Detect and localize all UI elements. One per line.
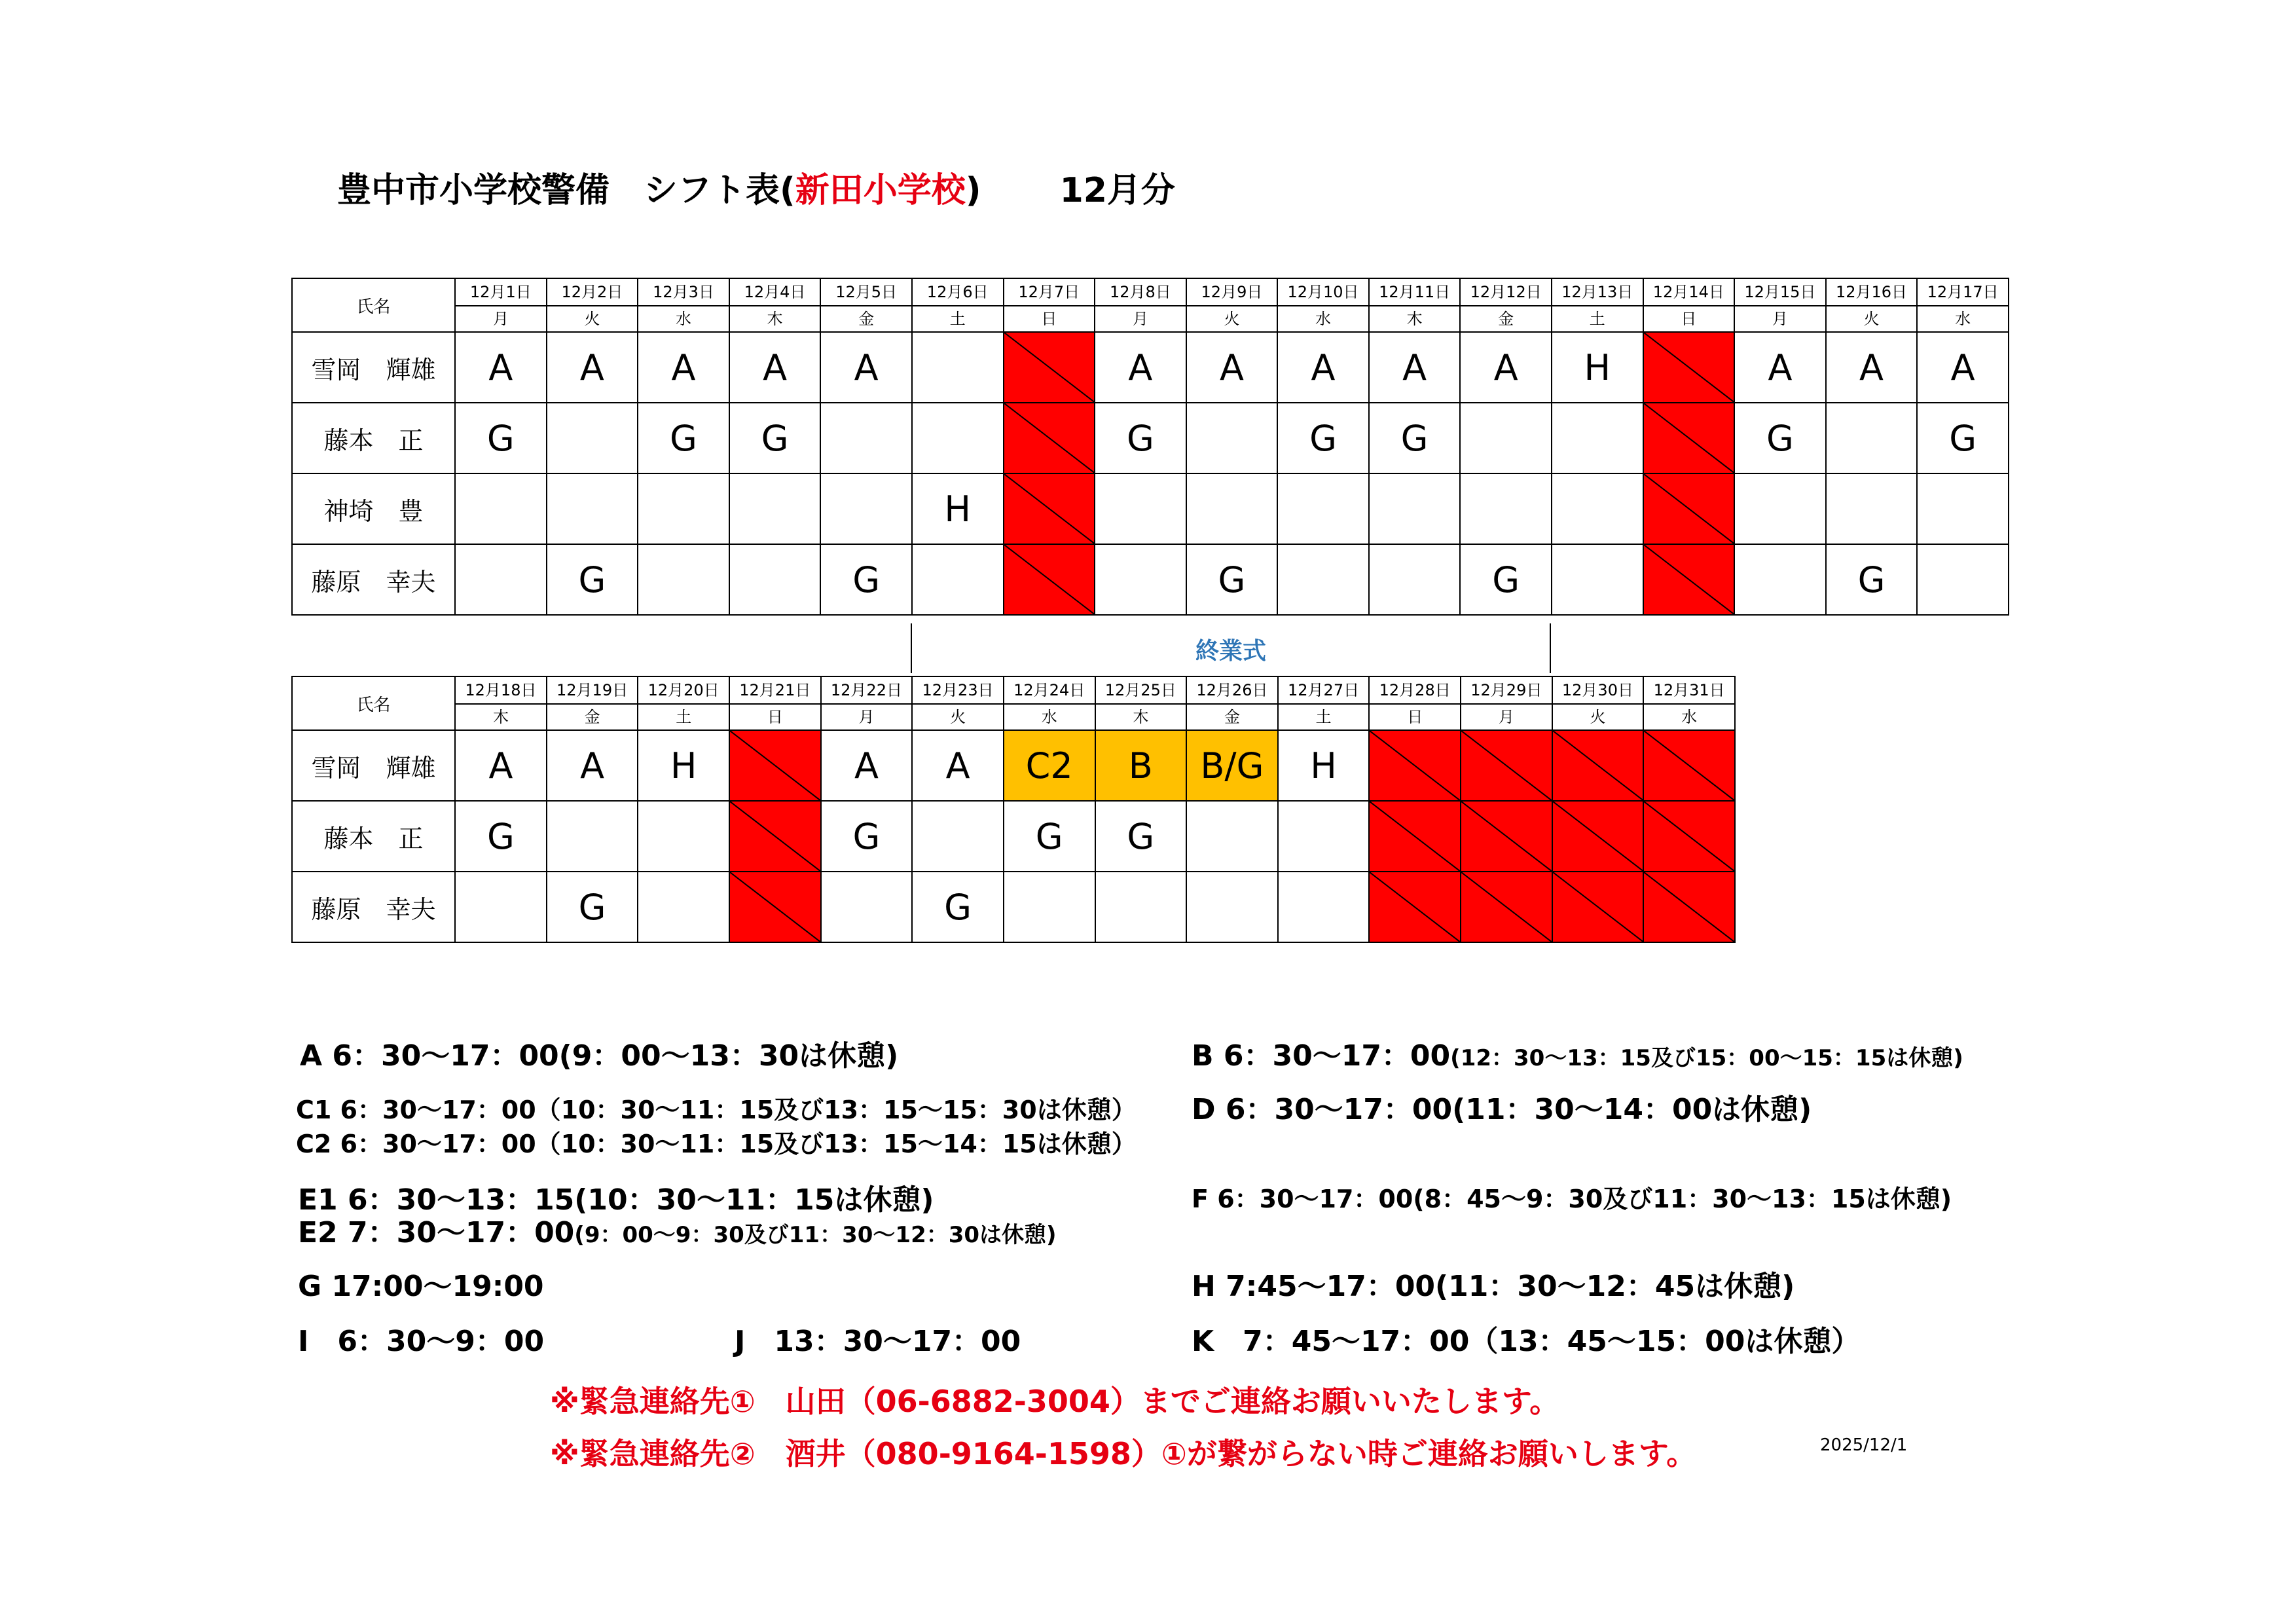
shift-cell: A — [821, 730, 913, 801]
weekday-header: 水 — [1917, 306, 2009, 332]
shift-cell: B/G — [1186, 730, 1278, 801]
shift-cell — [547, 801, 638, 872]
legend-f: F 6：30～17：00(8：45～9：30及び11：30～13：15は休憩) — [1192, 1185, 1952, 1213]
weekday-header: 木 — [1095, 704, 1187, 730]
shift-cell — [1095, 544, 1186, 615]
legend-a: A 6：30～17：00(9：00～13：30は休憩) — [300, 1039, 899, 1073]
off-day-cell — [729, 872, 821, 942]
date-header: 12月2日 — [547, 278, 638, 306]
shift-cell — [547, 473, 638, 544]
diagonal-strike — [1370, 872, 1460, 942]
off-day-cell — [1643, 403, 1735, 473]
date-header: 12月8日 — [1095, 278, 1186, 306]
off-day-cell — [1643, 544, 1735, 615]
shift-cell — [1734, 544, 1826, 615]
shift-cell — [455, 473, 547, 544]
shift-cell: G — [1095, 801, 1187, 872]
shift-cell — [821, 872, 913, 942]
weekday-header: 月 — [1095, 306, 1186, 332]
off-day-cell — [1643, 872, 1735, 942]
shift-cell: G — [455, 403, 547, 473]
legend-e2-sub: (9：00～9：30及び11：30～12：30は休憩) — [574, 1222, 1057, 1248]
weekday-header: 火 — [1186, 306, 1278, 332]
off-day-cell — [1369, 872, 1461, 942]
date-header: 12月27日 — [1278, 676, 1370, 704]
weekday-header: 木 — [729, 306, 821, 332]
ceremony-marker — [911, 623, 1551, 673]
shift-cell: A — [820, 332, 912, 403]
shift-cell: G — [1004, 801, 1095, 872]
shift-cell — [455, 872, 547, 942]
shift-cell: B — [1095, 730, 1187, 801]
shift-cell: A — [638, 332, 729, 403]
shift-cell: A — [1460, 332, 1552, 403]
shift-cell — [912, 544, 1004, 615]
shift-cell — [1460, 403, 1552, 473]
date-header: 12月22日 — [821, 676, 913, 704]
shift-cell — [1826, 473, 1918, 544]
date-header: 12月7日 — [1004, 278, 1095, 306]
date-header: 12月3日 — [638, 278, 729, 306]
shift-cell — [1277, 473, 1369, 544]
shift-cell — [1095, 872, 1187, 942]
shift-cell: A — [455, 332, 547, 403]
weekday-header: 月 — [455, 306, 547, 332]
date-header: 12月23日 — [912, 676, 1004, 704]
shift-cell — [1826, 403, 1918, 473]
diagonal-strike — [1644, 474, 1734, 544]
diagonal-strike — [1461, 802, 1552, 871]
staff-row — [292, 872, 1735, 942]
weekday-header: 日 — [1369, 704, 1461, 730]
shift-cell — [1278, 801, 1370, 872]
shift-cell: H — [1278, 730, 1370, 801]
weekday-header: 水 — [1277, 306, 1369, 332]
shift-cell: G — [638, 403, 729, 473]
date-header: 12月25日 — [1095, 676, 1187, 704]
name-header: 氏名 — [292, 676, 455, 730]
diagonal-strike — [1644, 403, 1734, 473]
shift-cell — [729, 473, 821, 544]
off-day-cell — [1552, 730, 1644, 801]
weekday-header: 日 — [729, 704, 821, 730]
shift-cell — [1552, 473, 1643, 544]
diagonal-strike — [1370, 802, 1460, 871]
legend-c1: C1 6：30～17：00（10：30～11：15及び13：15～15：30は休憩） — [296, 1096, 1137, 1124]
shift-cell — [638, 473, 729, 544]
shift-cell: G — [1826, 544, 1918, 615]
shift-cell: G — [1460, 544, 1552, 615]
weekday-header: 木 — [455, 704, 547, 730]
legend-c2: C2 6：30～17：00（10：30～11：15及び13：15～14：15は休憩） — [296, 1130, 1137, 1158]
shift-cell — [1917, 544, 2009, 615]
shift-cell: A — [729, 332, 821, 403]
name-header: 氏名 — [292, 278, 455, 332]
shift-cell: G — [912, 872, 1004, 942]
page-title — [337, 162, 1175, 212]
weekday-header: 金 — [820, 306, 912, 332]
diagonal-strike — [1644, 333, 1734, 402]
off-day-cell — [1004, 544, 1095, 615]
weekday-header: 水 — [638, 306, 729, 332]
weekday-header: 火 — [1552, 704, 1644, 730]
shift-cell — [1278, 872, 1370, 942]
date-header: 12月10日 — [1277, 278, 1369, 306]
date-header: 12月5日 — [820, 278, 912, 306]
staff-name: 藤原 幸夫 — [292, 872, 455, 942]
diagonal-strike — [1004, 474, 1095, 544]
date-header: 12月14日 — [1643, 278, 1735, 306]
diagonal-strike — [1644, 872, 1734, 942]
title-prefix: 豊中市小学校警備 シフト表( — [337, 171, 795, 210]
shift-cell: G — [455, 801, 547, 872]
legend-e1: E1 6：30～13：15(10：30～11：15は休憩) — [298, 1183, 934, 1217]
shift-cell: A — [1095, 332, 1186, 403]
weekday-header: 土 — [1552, 306, 1643, 332]
shift-cell — [912, 801, 1004, 872]
shift-cell: G — [547, 872, 638, 942]
date-header: 12月19日 — [547, 676, 638, 704]
shift-cell — [547, 403, 638, 473]
shift-cell — [1734, 473, 1826, 544]
weekday-header: 金 — [547, 704, 638, 730]
shift-cell — [638, 801, 729, 872]
legend-h: H 7:45～17：00(11：30～12：45は休憩) — [1192, 1270, 1795, 1303]
weekday-header: 月 — [1734, 306, 1826, 332]
shift-cell — [638, 872, 729, 942]
staff-name: 雪岡 輝雄 — [292, 332, 455, 403]
legend-b-sub: (12：30～13：15及び15：00～15：15は休憩) — [1450, 1045, 1963, 1071]
off-day-cell — [1643, 332, 1735, 403]
weekday-header: 木 — [1369, 306, 1461, 332]
shift-cell — [1186, 473, 1278, 544]
shift-cell: A — [1917, 332, 2009, 403]
weekday-header: 日 — [1643, 306, 1735, 332]
off-day-cell — [1004, 473, 1095, 544]
date-header: 12月18日 — [455, 676, 547, 704]
date-header: 12月16日 — [1826, 278, 1918, 306]
shift-cell — [1186, 872, 1278, 942]
shift-cell — [1552, 403, 1643, 473]
off-day-cell — [1004, 332, 1095, 403]
staff-name: 藤原 幸夫 — [292, 544, 455, 615]
weekday-header: 日 — [1004, 306, 1095, 332]
staff-row — [292, 403, 2009, 473]
staff-row — [292, 473, 2009, 544]
shift-cell — [638, 544, 729, 615]
date-header: 12月21日 — [729, 676, 821, 704]
date-header: 12月26日 — [1186, 676, 1278, 704]
date-header: 12月12日 — [1460, 278, 1552, 306]
off-day-cell — [1643, 801, 1735, 872]
diagonal-strike — [1461, 872, 1552, 942]
shift-cell: G — [1369, 403, 1461, 473]
weekday-header: 金 — [1460, 306, 1552, 332]
shift-cell — [912, 403, 1004, 473]
shift-cell: G — [1186, 544, 1278, 615]
legend-j: J 13：30～17：00 — [735, 1325, 1021, 1358]
diagonal-strike — [730, 731, 820, 800]
staff-name: 神埼 豊 — [292, 473, 455, 544]
staff-name: 藤本 正 — [292, 801, 455, 872]
legend-g: G 17:00～19:00 — [298, 1270, 544, 1303]
staff-row — [292, 332, 2009, 403]
shift-cell: G — [1277, 403, 1369, 473]
date-header: 12月13日 — [1552, 278, 1643, 306]
weekday-header: 水 — [1004, 704, 1095, 730]
date-header: 12月31日 — [1643, 676, 1735, 704]
off-day-cell — [1004, 403, 1095, 473]
off-day-cell — [1552, 872, 1644, 942]
shift-cell: H — [912, 473, 1004, 544]
shift-cell — [1186, 403, 1278, 473]
date-header: 12月30日 — [1552, 676, 1644, 704]
diagonal-strike — [1004, 403, 1095, 473]
shift-cell: G — [1095, 403, 1186, 473]
date-header: 12月17日 — [1917, 278, 2009, 306]
legend-b-main: B 6：30～17：00 — [1192, 1039, 1451, 1073]
date-header: 12月24日 — [1004, 676, 1095, 704]
weekday-header: 月 — [821, 704, 913, 730]
shift-table-first-half — [291, 278, 2009, 616]
shift-cell — [1917, 473, 2009, 544]
weekday-header: 月 — [1461, 704, 1552, 730]
shift-cell: G — [821, 801, 913, 872]
off-day-cell — [729, 730, 821, 801]
off-day-cell — [1461, 730, 1552, 801]
diagonal-strike — [1553, 802, 1643, 871]
diagonal-strike — [1553, 872, 1643, 942]
staff-row — [292, 544, 2009, 615]
date-header: 12月28日 — [1369, 676, 1461, 704]
diagonal-strike — [1004, 333, 1095, 402]
weekday-header: 火 — [1826, 306, 1918, 332]
weekday-header: 火 — [547, 306, 638, 332]
off-day-cell — [1552, 801, 1644, 872]
shift-cell: H — [638, 730, 729, 801]
issue-date: 2025/12/1 — [1820, 1435, 1908, 1455]
shift-cell — [455, 544, 547, 615]
date-header: 12月20日 — [638, 676, 729, 704]
shift-cell: H — [1552, 332, 1643, 403]
diagonal-strike — [1553, 731, 1643, 800]
legend-i: I 6：30～9：00 — [298, 1325, 545, 1358]
diagonal-strike — [730, 802, 820, 871]
date-header: 12月15日 — [1734, 278, 1826, 306]
weekday-header: 土 — [912, 306, 1004, 332]
date-header: 12月6日 — [912, 278, 1004, 306]
shift-cell: G — [729, 403, 821, 473]
off-day-cell — [1369, 801, 1461, 872]
emergency-contact-1: ※緊急連絡先① 山田（06-6882-3004）までご連絡お願いいたします。 — [550, 1384, 1560, 1419]
weekday-header: 水 — [1643, 704, 1735, 730]
off-day-cell — [1643, 730, 1735, 801]
shift-cell — [1369, 544, 1461, 615]
shift-cell: C2 — [1004, 730, 1095, 801]
staff-row — [292, 801, 1735, 872]
off-day-cell — [729, 801, 821, 872]
weekday-header: 金 — [1186, 704, 1278, 730]
weekday-header: 火 — [912, 704, 1004, 730]
legend-d: D 6：30～17：00(11：30～14：00は休憩) — [1192, 1093, 1812, 1126]
shift-cell — [1552, 544, 1643, 615]
legend-b — [1192, 1032, 1963, 1074]
date-header: 12月29日 — [1461, 676, 1552, 704]
shift-cell: A — [1826, 332, 1918, 403]
diagonal-strike — [1370, 731, 1460, 800]
shift-cell: A — [547, 332, 638, 403]
off-day-cell — [1369, 730, 1461, 801]
diagonal-strike — [730, 872, 820, 942]
ceremony-label: 終業式 — [1195, 638, 1266, 665]
weekday-header: 土 — [1278, 704, 1370, 730]
emergency-contact-2: ※緊急連絡先② 酒井（080-9164-1598）①が繋がらない時ご連絡お願いします。 — [550, 1436, 1697, 1471]
diagonal-strike — [1004, 545, 1095, 614]
off-day-cell — [1461, 872, 1552, 942]
shift-cell: A — [1277, 332, 1369, 403]
school-name: 新田小学校 — [795, 171, 966, 210]
shift-cell — [1369, 473, 1461, 544]
diagonal-strike — [1644, 545, 1734, 614]
diagonal-strike — [1461, 731, 1552, 800]
date-header: 12月4日 — [729, 278, 821, 306]
off-day-cell — [1643, 473, 1735, 544]
shift-cell — [820, 473, 912, 544]
staff-name: 藤本 正 — [292, 403, 455, 473]
shift-cell: A — [912, 730, 1004, 801]
date-header: 12月11日 — [1369, 278, 1461, 306]
shift-cell — [1095, 473, 1186, 544]
shift-cell: G — [1917, 403, 2009, 473]
shift-cell: G — [1734, 403, 1826, 473]
date-header: 12月9日 — [1186, 278, 1278, 306]
shift-cell — [1004, 872, 1095, 942]
staff-name: 雪岡 輝雄 — [292, 730, 455, 801]
shift-cell: G — [820, 544, 912, 615]
month-label: 12月分 — [1059, 171, 1175, 210]
date-header: 12月1日 — [455, 278, 547, 306]
title-suffix: ) — [965, 171, 981, 210]
shift-cell — [912, 332, 1004, 403]
shift-cell — [729, 544, 821, 615]
weekday-header: 土 — [638, 704, 729, 730]
shift-cell — [820, 403, 912, 473]
shift-cell: A — [455, 730, 547, 801]
legend-k: K 7：45～17：00（13：45～15：00は休憩） — [1192, 1325, 1861, 1358]
off-day-cell — [1461, 801, 1552, 872]
staff-row — [292, 730, 1735, 801]
shift-cell — [1460, 473, 1552, 544]
shift-cell: A — [1369, 332, 1461, 403]
diagonal-strike — [1644, 731, 1734, 800]
legend-e2-main: E2 7：30～17：00 — [298, 1216, 575, 1249]
shift-cell: A — [1186, 332, 1278, 403]
shift-cell — [1186, 801, 1278, 872]
shift-cell: A — [1734, 332, 1826, 403]
diagonal-strike — [1644, 802, 1734, 871]
shift-cell: A — [547, 730, 638, 801]
shift-table-second-half — [291, 676, 1736, 943]
legend-e2 — [298, 1209, 1057, 1251]
shift-cell — [1277, 544, 1369, 615]
shift-cell: G — [547, 544, 638, 615]
